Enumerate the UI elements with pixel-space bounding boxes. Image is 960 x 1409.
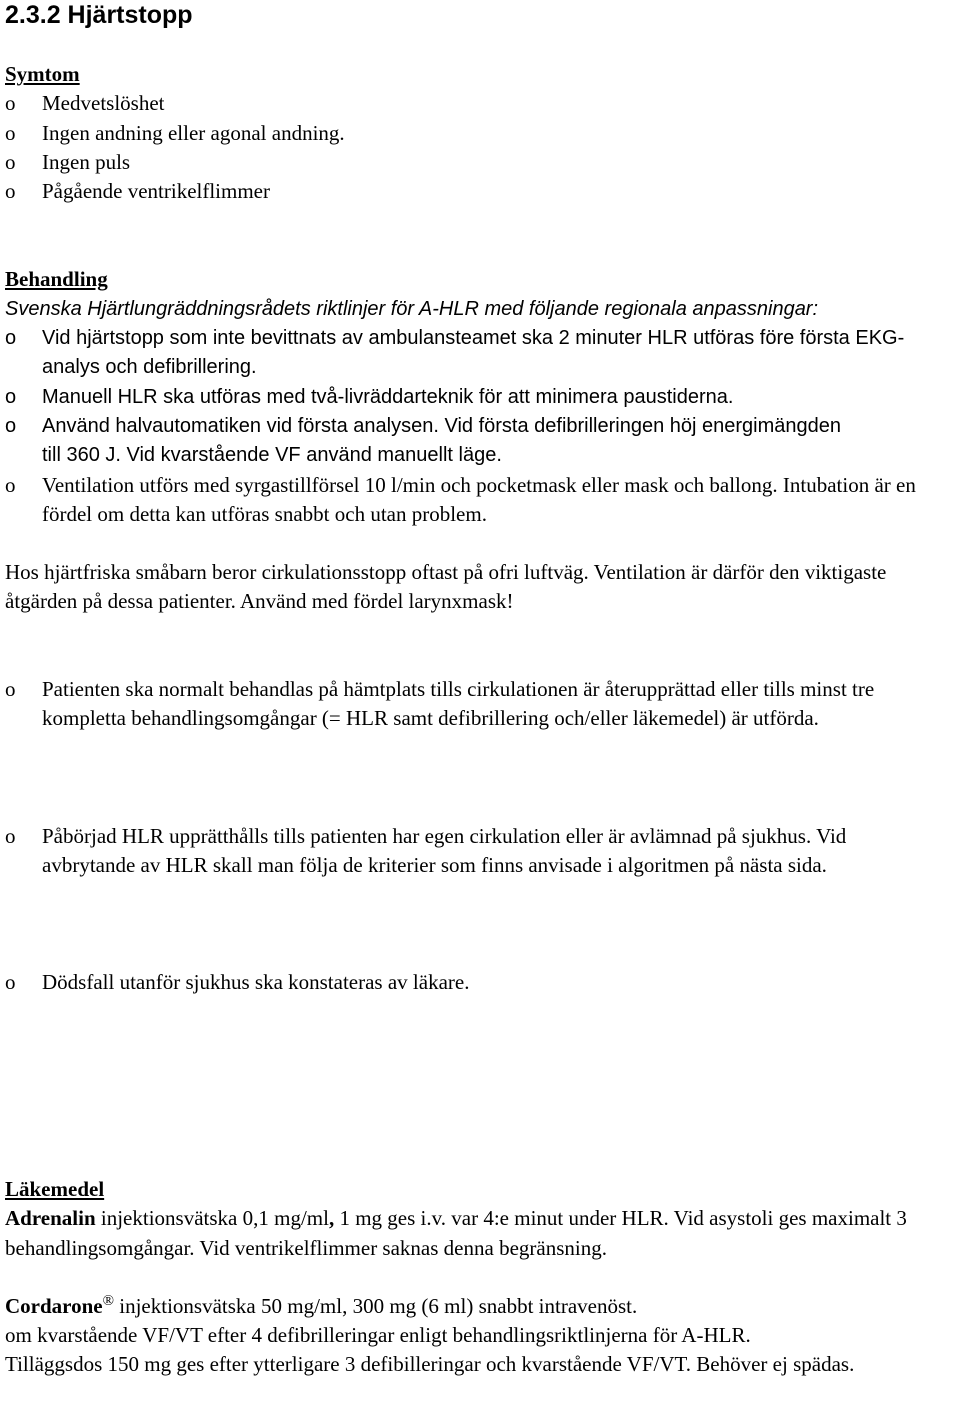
list-item <box>5 968 960 997</box>
cordarone-line-2: om kvarstående VF/VT efter 4 defibrilleringar enligt behandlingsriktlinjerna för A-HLR. <box>5 1323 751 1348</box>
adrenalin-text-1: injektionsvätska 0,1 mg/ml <box>95 1206 329 1231</box>
bullet-marker: o <box>5 385 17 408</box>
bullet-marker: o <box>5 824 16 848</box>
symptom-text: Pågående ventrikelflimmer <box>42 179 270 204</box>
cordarone-paragraph <box>5 1292 960 1380</box>
treatment-item-text: Ventilation utförs med syrgastillförsel 10 l/min och pocketmask eller mask och ballong. Intubation är en fördel om detta kan utföras snabbt och utan problem. <box>42 472 916 526</box>
list-item <box>5 148 960 177</box>
note-text: Dödsfall utanför sjukhus ska konstateras av läkare. <box>42 970 470 994</box>
treatment-heading: Behandling <box>5 267 108 292</box>
bullet-marker: o <box>5 149 16 174</box>
document-page <box>5 0 960 617</box>
bullet-marker: o <box>5 414 17 437</box>
drugs-section <box>5 1175 960 1380</box>
adrenalin-text-2: 1 mg ges i.v. var 4:e minut under HLR. Vid asystoli ges maximalt 3 behandlingsomgångar. Vid ventrikelflimmer saknas denna begränsning. <box>5 1206 907 1260</box>
list-item <box>5 675 960 734</box>
symptoms-section <box>5 60 960 206</box>
bullet-marker: o <box>5 970 16 994</box>
cordarone-name: Cordarone <box>5 1293 103 1318</box>
treatment-item-text: Använd halvautomatiken vid första analysen. Vid första defibrilleringen höj energimängden till 360 J. Vid kvarstående VF använd manuellt läge. <box>42 414 842 467</box>
cordarone-line-1 <box>5 1292 960 1321</box>
symptoms-heading: Symtom <box>5 62 80 86</box>
children-note: Hos hjärtfriska småbarn beror cirkulationsstopp oftast på ofri luftväg. Ventilation är därför den viktigaste åtgärden på dessa patienter. Använd med fördel larynxmask! <box>5 560 887 614</box>
adrenalin-name: Adrenalin <box>5 1206 96 1231</box>
treatment-intro: Svenska Hjärtlungräddningsrådets riktlinjer för A-HLR med följande regionala anpassningar: <box>5 297 819 320</box>
registered-mark: ® <box>102 1292 115 1309</box>
treatment-section <box>5 265 960 529</box>
section-title: 2.3.2 Hjärtstopp <box>5 1 193 29</box>
list-item <box>5 119 960 148</box>
bullet-marker: o <box>5 677 16 701</box>
note-text: Patienten ska normalt behandlas på hämtplats tills cirkulationen är återupprättad eller tills minst tre kompletta behandlingsomgångar (= HLR samt defibrillering och/eller läkemedel) är utförda. <box>42 677 875 731</box>
bullet-marker: o <box>5 120 16 145</box>
treatment-item-text: Vid hjärtstopp som inte bevittnats av ambulansteamet ska 2 minuter HLR utföras före första EKG-analys och defibrillering. <box>42 327 905 379</box>
cordarone-line-3: Tilläggsdos 150 mg ges efter ytterligare 3 defibilleringar och kvarstående VF/VT. Behöver ej spädas. <box>5 1352 855 1377</box>
note-block <box>5 822 960 881</box>
list-item <box>5 177 960 206</box>
treatment-item-text: Manuell HLR ska utföras med två-livräddarteknik för att minimera paustiderna. <box>42 385 734 408</box>
list-item <box>5 383 960 412</box>
cordarone-text: injektionsvätska 50 mg/ml, 300 mg (6 ml) snabbt intravenöst. <box>114 1293 638 1318</box>
bullet-marker: o <box>5 327 17 350</box>
list-item <box>5 412 960 471</box>
bullet-marker: o <box>5 179 16 204</box>
drugs-heading: Läkemedel <box>5 1177 105 1201</box>
list-item <box>5 822 960 881</box>
list-item <box>5 471 960 530</box>
list-item <box>5 324 960 383</box>
symptom-text: Ingen puls <box>42 149 131 174</box>
bullet-marker: o <box>5 91 16 116</box>
note-block <box>5 968 960 997</box>
note-text: Påbörjad HLR upprätthålls tills patienten har egen cirkulation eller är avlämnad på sjukhus. Vid avbrytande av HLR skall man följa de kriterier som finns anvisade i algoritmen på nästa sida. <box>42 824 847 878</box>
adrenalin-paragraph <box>5 1204 960 1263</box>
adrenalin-comma: , <box>328 1206 335 1231</box>
note-block <box>5 675 960 734</box>
symptom-text: Medvetslöshet <box>42 91 165 116</box>
list-item <box>5 89 960 118</box>
symptom-text: Ingen andning eller agonal andning. <box>42 120 345 145</box>
bullet-marker: o <box>5 472 16 497</box>
